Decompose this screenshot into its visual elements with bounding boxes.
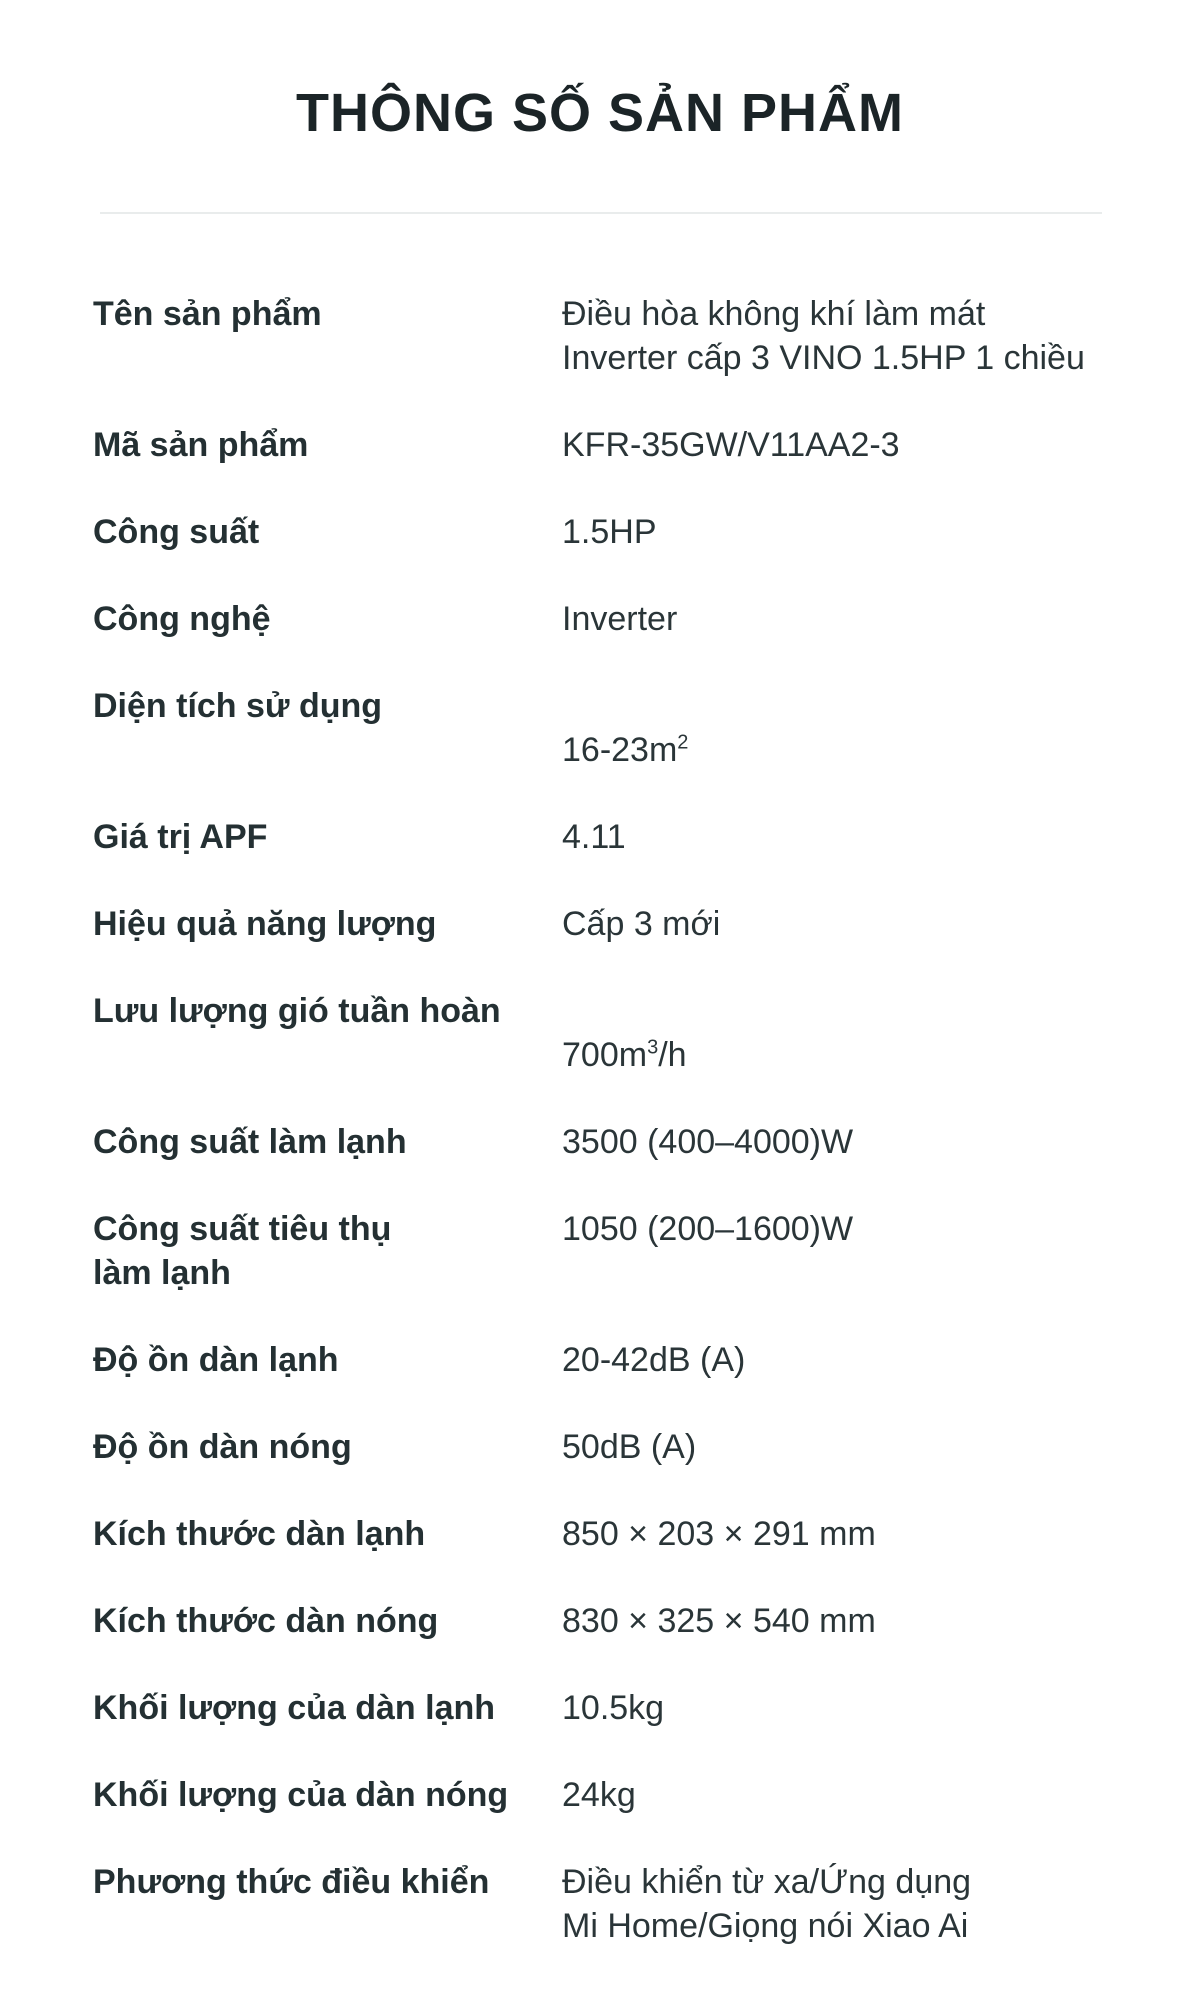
spec-label: Khối lượng của dàn nóng xyxy=(93,1776,509,1814)
spec-row-cooling-power xyxy=(93,1207,1123,1295)
spec-label: Hiệu quả năng lượng xyxy=(93,905,437,943)
spec-value-suffix: /h xyxy=(658,1036,687,1074)
spec-row-outdoor-weight xyxy=(93,1773,1123,1817)
spec-value: Điều khiển từ xa/Ứng dụng Mi Home/Giọng nói Xiao Ai xyxy=(562,1863,972,1945)
title-divider xyxy=(100,212,1102,214)
spec-label: Lưu lượng gió tuần hoàn xyxy=(93,992,501,1030)
spec-row-indoor-weight xyxy=(93,1686,1123,1730)
spec-value: 3500 (400–4000)W xyxy=(562,1123,854,1161)
spec-value: 850 × 203 × 291 mm xyxy=(562,1515,876,1553)
spec-value: 1.5HP xyxy=(562,513,657,551)
spec-row-outdoor-dimensions xyxy=(93,1599,1123,1643)
spec-value-main: 700m xyxy=(562,1036,648,1074)
spec-row-airflow xyxy=(93,989,1123,1077)
spec-row-cooling-capacity xyxy=(93,1120,1123,1164)
spec-label: Khối lượng của dàn lạnh xyxy=(93,1689,496,1727)
spec-value: 50dB (A) xyxy=(562,1428,697,1466)
spec-label: Công suất làm lạnh xyxy=(93,1123,407,1161)
spec-value-superscript: 2 xyxy=(677,731,689,754)
spec-row-energy xyxy=(93,902,1123,946)
spec-label: Diện tích sử dụng xyxy=(93,687,383,725)
spec-label: Tên sản phẩm xyxy=(93,295,322,333)
spec-label: Phương thức điều khiển xyxy=(93,1863,490,1901)
spec-row-apf xyxy=(93,815,1123,859)
spec-row-outdoor-noise xyxy=(93,1425,1123,1469)
page-title: THÔNG SỐ SẢN PHẨM xyxy=(295,83,905,143)
spec-label: Công suất xyxy=(93,513,260,551)
spec-label: Mã sản phẩm xyxy=(93,426,309,464)
spec-value: 1050 (200–1600)W xyxy=(562,1210,854,1248)
spec-row-capacity xyxy=(93,510,1123,554)
spec-row-area xyxy=(93,684,1123,772)
spec-value: Cấp 3 mới xyxy=(562,905,721,943)
spec-label: Công nghệ xyxy=(93,600,271,638)
spec-table xyxy=(93,292,1123,1991)
spec-row-product-name xyxy=(93,292,1123,380)
spec-row-indoor-noise xyxy=(93,1338,1123,1382)
spec-value-superscript: 3 xyxy=(647,1036,659,1059)
spec-label: Công suất tiêu thụ làm lạnh xyxy=(93,1210,392,1292)
spec-value-with-superscript xyxy=(562,684,1123,772)
spec-value-main: 16-23m xyxy=(562,731,678,769)
spec-value: 24kg xyxy=(562,1776,636,1814)
spec-value: 10.5kg xyxy=(562,1689,665,1727)
spec-row-indoor-dimensions xyxy=(93,1512,1123,1556)
spec-value: 4.11 xyxy=(562,818,626,856)
spec-row-technology xyxy=(93,597,1123,641)
spec-label: Kích thước dàn nóng xyxy=(93,1602,439,1640)
spec-label: Kích thước dàn lạnh xyxy=(93,1515,426,1553)
spec-label: Giá trị APF xyxy=(93,818,268,856)
spec-value-with-superscript xyxy=(562,989,1123,1077)
spec-value: Inverter xyxy=(562,600,678,638)
spec-value: 20-42dB (A) xyxy=(562,1341,746,1379)
spec-value: 830 × 325 × 540 mm xyxy=(562,1602,876,1640)
spec-label: Độ ồn dàn lạnh xyxy=(93,1341,339,1379)
spec-value: Điều hòa không khí làm mát Inverter cấp 3 VINO 1.5HP 1 chiều xyxy=(562,295,1085,377)
spec-row-product-code xyxy=(93,423,1123,467)
spec-value: KFR-35GW/V11AA2-3 xyxy=(562,426,900,464)
spec-row-control-method xyxy=(93,1860,1123,1948)
spec-label: Độ ồn dàn nóng xyxy=(93,1428,352,1466)
